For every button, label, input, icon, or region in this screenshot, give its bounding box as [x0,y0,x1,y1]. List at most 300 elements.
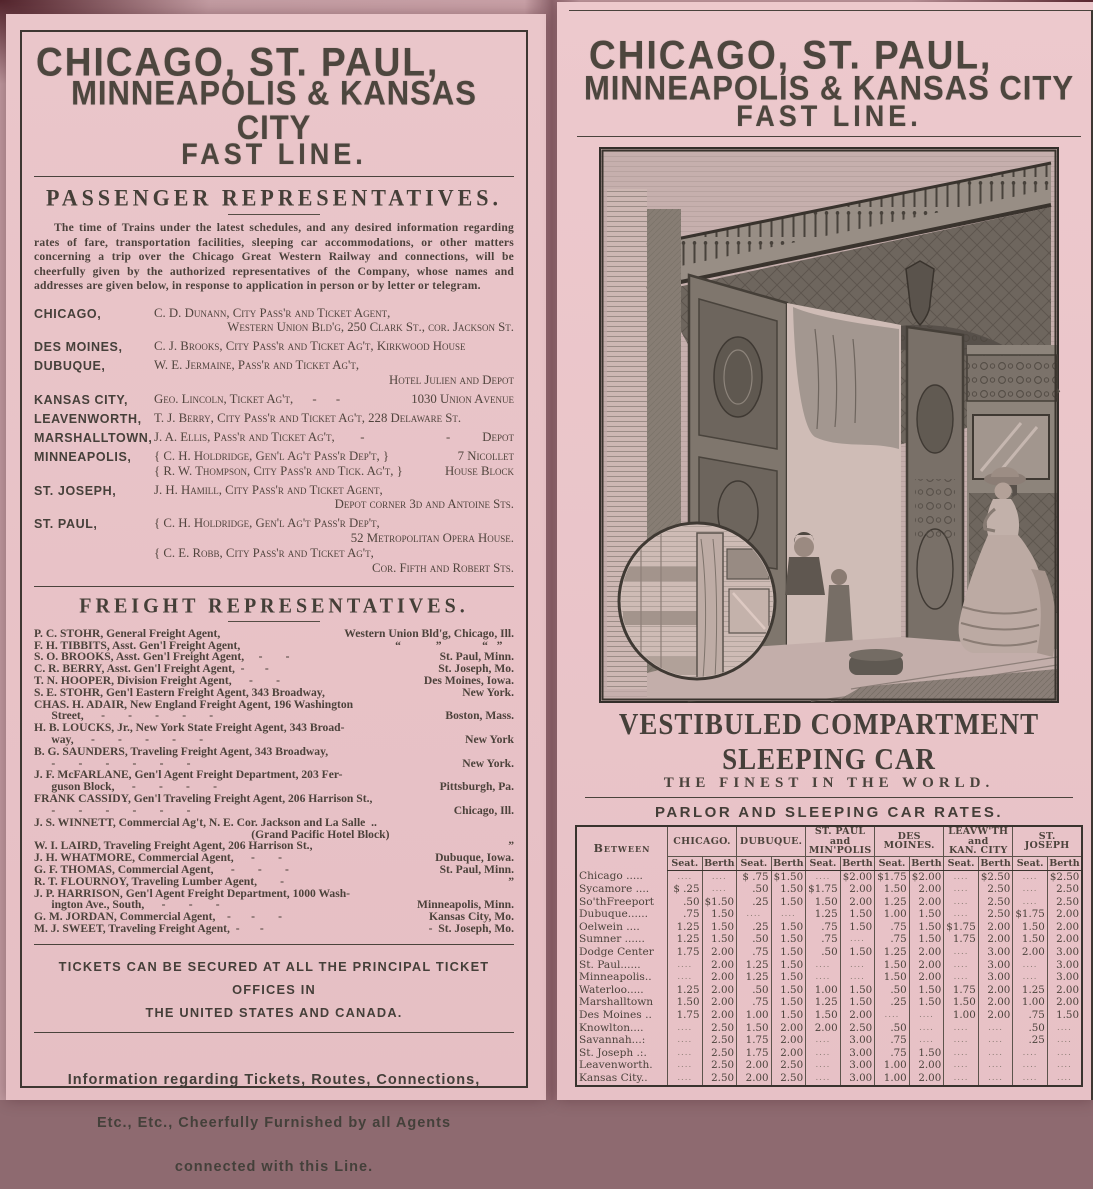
rep-line-location: 7 Nicollet [457,448,514,463]
rates-table-row [576,933,1082,946]
rates-group-header [1013,826,1082,856]
rep-line-text: { C. H. Holdridge, Gen'l Ag't Pass'r Dep't, [154,516,380,531]
rates-value-cell: 2.00 [978,984,1013,997]
divider [585,797,1073,798]
rep-line [154,392,514,407]
rep-line [154,373,514,388]
rates-value-cell: 1.50 [1013,933,1048,946]
rep-line-location: - Depot [446,429,514,444]
rates-value-cell: 2.00 [978,1009,1013,1022]
rates-value-cell: .... [1047,1047,1082,1060]
illustration-caption-main: VESTIBULED COMPARTMENT SLEEPING CAR [618,707,1040,776]
fast-line-title-right [575,32,1083,133]
rates-value-cell: $1.75 [875,870,910,883]
rates-value-cell: .50 [737,933,772,946]
rates-value-cell: 1.50 [909,1047,944,1060]
rates-group-header-line: LEAVW'TH [948,826,1009,837]
rates-sub-header: Berth [978,856,1013,870]
illustration-caption-sub: THE FINEST IN THE WORLD. [663,775,995,791]
rates-table-group-row [576,826,1082,856]
rates-value-cell: .50 [875,984,910,997]
rates-value-cell: 2.50 [702,1059,737,1072]
rates-value-cell: 2.50 [702,1072,737,1086]
rates-table-row [576,946,1082,959]
rates-table-row [576,1059,1082,1072]
rep-line [154,516,514,531]
freight-line-text: CHAS. H. ADAIR, New England Freight Agent, 196 Washington [34,697,354,711]
rep-line-text: C. D. Dunann, City Pass'r and Ticket Agent, [154,305,391,320]
rates-value-cell: .... [1013,971,1048,984]
freight-line-text: FRANK CASSIDY, Gen'l Traveling Freight Agent, 206 Harrison St., [34,792,373,806]
info-note-line-2: Etc., Etc., Cheerfully Furnished by all Agents [96,1115,452,1132]
freight-line-text: J. H. WHATMORE, Commercial Agent, - - [34,851,282,865]
rates-value-cell: 2.00 [771,1047,806,1060]
rep-line [154,430,514,445]
rates-value-cell: $1.75 [806,883,841,896]
rates-value-cell: 2.50 [978,883,1013,896]
brochure-right-page [569,10,1093,1100]
rates-value-cell: .... [944,959,979,972]
rates-value-cell: .... [668,1022,703,1035]
brochure-left-page [20,30,528,1175]
rates-value-cell: 1.50 [909,921,944,934]
rates-value-cell: 1.50 [771,996,806,1009]
rates-value-cell: .... [840,933,875,946]
rates-value-cell: 1.25 [806,908,841,921]
rates-value-cell: 1.50 [840,996,875,1009]
rep-line-text: { R. W. Thompson, City Pass'r and Tick. Ag't, } [154,463,403,478]
freight-line-location: New York [465,733,514,746]
rates-value-cell: .... [944,1059,979,1072]
rates-value-cell: .... [668,959,703,972]
freight-line-text: W. I. LAIRD, Traveling Freight Agent, 206 Harrison St., [34,839,313,853]
rates-station-cell: So'thFreeport [576,896,668,909]
freight-line-text: J. S. WINNETT, Commercial Ag't, N. E. Cor. Jackson and La Salle .. [34,815,377,829]
rates-group-header-line: and [967,835,989,847]
freight-line-location: Minneapolis, Minn. [417,898,514,912]
passenger-rep-row [34,449,514,479]
rates-station-cell: Savannah...: [576,1034,668,1047]
rates-value-cell: .... [806,959,841,972]
freight-line-text: M. J. SWEET, Traveling Freight Agent, - - [34,922,264,935]
freight-rep-line [34,687,514,699]
rates-table-head [576,826,1082,870]
passenger-rep-row [34,430,514,445]
rep-city-label: LEAVENWORTH, [34,411,142,426]
rates-value-cell: 1.00 [737,1009,772,1022]
freight-line-text: R. T. FLOURNOY, Traveling Lumber Agent, - [34,874,285,888]
rates-value-cell: 2.00 [1047,996,1082,1009]
rates-value-cell: $2.50 [1047,870,1082,883]
rates-group-header [944,826,1013,856]
rates-table-row [576,1009,1082,1022]
rates-station-cell: Chicago ..... [576,870,668,883]
rates-value-cell: .... [944,946,979,959]
rep-line-location: 1030 Union Avenue [411,391,514,406]
freight-line-location: St. Joseph, Mo. [438,662,514,676]
tickets-note-line-2: THE UNITED STATES AND CANADA. [145,1004,403,1020]
freight-line-text: J. P. HARRISON, Gen'l Agent Freight Department, 1000 Wash- [34,886,351,900]
rates-group-header-line: DUBUQUE. [739,835,803,847]
rep-lines [154,339,514,354]
rates-sub-header: Seat. [875,856,910,870]
freight-line-text: F. H. TIBBITS, Asst. Gen'l Freight Agent, [34,638,241,652]
rep-line-location: Western Union Bld'g, 250 Clark St., cor. Jackson St. [227,320,514,335]
rates-value-cell: 2.50 [978,896,1013,909]
rates-value-cell: 1.25 [668,933,703,946]
freight-rep-line [34,864,514,876]
rates-station-cell: Kansas City.. [576,1072,668,1086]
rates-station-cell: Sycamore .... [576,883,668,896]
rates-value-cell: 2.00 [771,1022,806,1035]
rates-table-row [576,896,1082,909]
rates-value-cell: .50 [668,896,703,909]
rates-value-cell: .75 [668,908,703,921]
rates-value-cell: 2.00 [806,1022,841,1035]
rates-value-cell: 1.75 [944,933,979,946]
rates-sub-header: Berth [771,856,806,870]
rates-station-cell: Sumner ...... [576,933,668,946]
freight-line-location: Boston, Mass. [445,709,514,723]
rates-group-header-line: MOINES. [883,840,935,852]
rates-group-header-line: MIN'POLIS [808,845,872,856]
rates-value-cell: 1.25 [668,921,703,934]
rates-value-cell: 1.00 [875,1059,910,1072]
rates-value-cell: 2.00 [702,1009,737,1022]
passenger-rep-list [34,306,514,576]
rates-value-cell: .... [1013,896,1048,909]
rep-lines [154,449,514,479]
rates-value-cell: .... [668,1034,703,1047]
rates-value-cell: 2.50 [702,1034,737,1047]
rates-table-row [576,870,1082,883]
rates-value-cell: 2.00 [909,946,944,959]
rates-value-cell: 2.00 [978,933,1013,946]
freight-line-location: Des Moines, Iowa. [423,673,514,687]
rates-value-cell: 3.00 [1047,971,1082,984]
freight-rep-line [34,923,514,935]
freight-rep-line [34,628,514,640]
freight-line-location: ” [508,839,514,853]
rates-station-cell: Des Moines .. [576,1009,668,1022]
rates-value-cell: .... [840,971,875,984]
rep-line-text: C. J. Brooks, City Pass'r and Ticket Ag't, Kirkwood House [154,339,466,354]
freight-line-location: New York. [462,685,514,699]
rates-value-cell: .50 [1013,1022,1048,1035]
short-divider [228,621,320,622]
rates-value-cell: 1.50 [944,996,979,1009]
rates-station-cell: Marshalltown [576,996,668,1009]
rates-value-cell: 2.00 [1047,908,1082,921]
rates-value-cell: .... [702,870,737,883]
rates-table-row [576,959,1082,972]
title-line-2: MINNEAPOLIS & KANSAS CITY [583,67,1075,108]
passenger-rep-row [34,411,514,426]
rates-value-cell: 1.50 [806,1009,841,1022]
rates-value-cell: 1.75 [668,946,703,959]
rep-city-label: KANSAS CITY, [34,392,129,407]
rates-value-cell: 2.00 [702,946,737,959]
rates-group-header-line: and [829,835,851,847]
freight-line-text: G. M. JORDAN, Commercial Agent, - - - [34,910,283,924]
rates-value-cell: $1.75 [944,921,979,934]
rep-line-text: J. A. Ellis, Pass'r and Ticket Ag't, - [154,429,365,444]
rates-value-cell: .75 [806,921,841,934]
rates-value-cell: 2.00 [1047,984,1082,997]
rates-value-cell: 1.50 [771,933,806,946]
rep-city-label: ST. JOSEPH, [34,483,117,498]
rates-value-cell: 2.00 [1013,946,1048,959]
rates-sub-header: Berth [702,856,737,870]
fast-line-title-left [34,39,514,171]
rates-value-cell: 2.50 [1047,896,1082,909]
freight-line-location: Western Union Bld'g, Chicago, Ill. [344,626,514,640]
passenger-rep-row [34,392,514,407]
rates-value-cell: 1.00 [875,908,910,921]
rates-value-cell: 1.00 [1013,996,1048,1009]
divider [34,586,514,587]
rates-value-cell: 2.00 [1047,921,1082,934]
sleeping-car-illustration [599,147,1059,703]
tickets-note-line-1: TICKETS CAN BE SECURED AT ALL THE PRINCIPAL TICKET OFFICES IN [58,958,490,997]
freight-line-text: ington Ave., South, - - - [34,898,220,912]
rep-line [154,546,514,561]
rep-lines [154,358,514,388]
rates-value-cell: 2.50 [771,1059,806,1072]
freight-line-text: P. C. STOHR, General Freight Agent, [34,626,221,640]
rates-value-cell: 2.50 [1047,883,1082,896]
rates-value-cell: 1.50 [875,883,910,896]
rates-value-cell: 2.00 [1047,933,1082,946]
rates-station-cell: St. Joseph .:. [576,1047,668,1060]
rates-sub-header: Seat. [737,856,772,870]
rates-group-header-line: ST. JOSEPH [1024,830,1070,852]
rates-value-cell: 3.00 [1047,959,1082,972]
rates-group-header [875,826,944,856]
rep-line [154,339,514,354]
rep-line [154,531,514,546]
title-line-3: FAST LINE. [181,137,367,171]
rates-value-cell: $1.75 [1013,908,1048,921]
rates-value-cell: 1.50 [771,959,806,972]
rates-value-cell: 2.00 [909,1072,944,1086]
rates-value-cell: .... [702,883,737,896]
rep-line [154,449,514,464]
freight-line-text: S. E. STOHR, Gen'l Eastern Freight Agent, 343 Broadway, [34,685,325,699]
rates-value-cell: 1.25 [737,959,772,972]
rep-lines [154,306,514,336]
rates-value-cell: 3.00 [840,1034,875,1047]
rates-value-cell: 1.75 [737,1047,772,1060]
tickets-note [34,955,514,1024]
brochure-right-sheet [557,2,1093,1100]
intro-paragraph: The time of Trains under the latest schedules, and any desired information regarding rates of fare, transportation facilities, sleeping car accommodations, or other matters concerning a trip over the Chicago Great Western Railway and connections, will be cheerfully given by the authorized representatives of the Company, whose names and addresses are given below, in response to application in person or by letter or telegram. [34,221,514,293]
rep-line-text: T. J. Berry, City Pass'r and Ticket Ag't, 228 Delaware St. [154,410,462,425]
rates-station-cell: Waterloo..... [576,984,668,997]
rep-city-label: MARSHALLTOWN, [34,430,153,445]
rates-value-cell: 1.50 [806,896,841,909]
rep-line-location: 52 Metropolitan Opera House. [350,531,514,546]
rates-sub-header: Berth [1047,856,1082,870]
rep-city-label: MINNEAPOLIS, [34,449,132,464]
rates-table-row [576,883,1082,896]
rates-value-cell: .... [806,1072,841,1086]
rates-station-cell: Dodge Center [576,946,668,959]
rates-value-cell: .... [668,971,703,984]
rates-value-cell: 2.50 [840,1022,875,1035]
rates-value-cell: 1.50 [875,959,910,972]
rates-value-cell: 1.50 [771,984,806,997]
rates-value-cell: 1.50 [702,921,737,934]
title-line-1: CHICAGO, ST. PAUL, [36,39,440,85]
rates-value-cell: .... [1047,1059,1082,1072]
rates-heading: PARLOR AND SLEEPING CAR RATES. [654,804,1004,821]
rates-value-cell: 2.00 [840,896,875,909]
rates-value-cell: 1.25 [1013,984,1048,997]
sleeping-car-illustration-art [601,149,1057,701]
rep-line-text: W. E. Jermaine, Pass'r and Ticket Ag't, [154,358,360,373]
freight-line-text: H. B. LOUCKS, Jr., New York State Freight Agent, 343 Broad- [34,721,345,735]
rates-table-row [576,984,1082,997]
rates-table-row [576,1072,1082,1086]
rates-value-cell: 2.00 [840,883,875,896]
rates-value-cell: .50 [737,883,772,896]
freight-line-text: C. R. BERRY, Asst. Gen'l Freight Agent, - - [34,662,269,676]
rates-value-cell: .50 [806,946,841,959]
info-note-line-1: Information regarding Tickets, Routes, Connections, [67,1071,481,1088]
freight-line-text: Street, - - - - - [34,709,214,723]
rates-value-cell: .50 [737,984,772,997]
rates-value-cell: $ .75 [737,870,772,883]
passenger-rep-row [34,339,514,354]
rates-value-cell: 3.00 [840,1072,875,1086]
rates-value-cell: .25 [875,996,910,1009]
rep-line [154,358,514,373]
rates-value-cell: 1.00 [944,1009,979,1022]
title-line-2: MINNEAPOLIS & KANSAS CITY [71,73,477,147]
rates-table [575,825,1083,1087]
rep-city-label: CHICAGO, [34,306,102,321]
rates-value-cell: 1.50 [702,908,737,921]
rates-value-cell: 2.50 [978,908,1013,921]
rates-value-cell: 1.75 [737,1034,772,1047]
freight-rep-line [34,805,514,817]
rates-value-cell: 1.50 [1013,921,1048,934]
rates-value-cell: .... [737,908,772,921]
rates-value-cell: 1.50 [909,996,944,1009]
rates-value-cell: .25 [737,896,772,909]
freight-line-location: Pittsburgh, Pa. [439,780,514,794]
rates-value-cell: .25 [737,921,772,934]
rep-line-text: Geo. Lincoln, Ticket Ag't, - - [154,391,341,406]
rates-value-cell: 3.00 [840,1047,875,1060]
rates-value-cell: .75 [875,1034,910,1047]
rates-value-cell: .... [978,1022,1013,1035]
rates-value-cell: 2.00 [737,1072,772,1086]
title-line-3: FAST LINE. [736,99,922,133]
rates-value-cell: 2.00 [909,896,944,909]
rates-value-cell: 2.00 [840,1009,875,1022]
rates-value-cell: 3.00 [978,946,1013,959]
freight-line-text: S. O. BROOKS, Asst. Gen'l Freight Agent, - - [34,650,290,664]
rates-value-cell: 1.50 [771,921,806,934]
rates-value-cell: 3.00 [978,971,1013,984]
rates-table-row [576,996,1082,1009]
rates-value-cell: .... [1013,1047,1048,1060]
rates-value-cell: .75 [875,933,910,946]
rates-value-cell: 1.50 [909,933,944,946]
freight-line-text: T. N. HOOPER, Division Freight Agent, - - [34,673,280,687]
divider [577,136,1081,137]
rates-value-cell: .... [1047,1072,1082,1086]
rep-line-text: { C. E. Robb, City Pass'r and Ticket Ag't, [154,546,374,560]
freight-line-text: B. G. SAUNDERS, Traveling Freight Agent, 343 Broadway, [34,744,329,758]
rates-value-cell: 1.50 [771,946,806,959]
rates-value-cell: .... [1047,1034,1082,1047]
freight-line-text: guson Block, - - - - [34,780,217,794]
rates-sub-header: Seat. [668,856,703,870]
rates-sub-header: Berth [909,856,944,870]
rates-value-cell: .75 [806,933,841,946]
rates-value-cell: 1.50 [875,971,910,984]
rates-value-cell: 1.50 [840,984,875,997]
rates-group-header [737,826,806,856]
rates-value-cell: .75 [737,996,772,1009]
rates-sub-header: Berth [840,856,875,870]
rates-value-cell: 1.25 [806,996,841,1009]
rates-value-cell: .75 [875,921,910,934]
rates-value-cell: .... [668,1072,703,1086]
rates-value-cell: .25 [1013,1034,1048,1047]
rates-value-cell: 1.00 [806,984,841,997]
rep-city-label: DUBUQUE, [34,359,106,374]
rates-value-cell: .75 [737,946,772,959]
rates-group-header [806,826,875,856]
rates-value-cell: $1.50 [702,896,737,909]
rep-line [154,320,514,335]
rates-group-header [668,826,737,856]
rates-value-cell: 1.50 [909,908,944,921]
rates-value-cell: .... [944,1034,979,1047]
freight-line-location: “ ” “ ” [395,638,514,652]
rep-line-location: Hotel Julien and Depot [388,373,514,388]
rates-value-cell: .... [978,1072,1013,1086]
divider [34,1032,514,1033]
rates-value-cell: $ .25 [668,883,703,896]
rates-value-cell: 2.00 [909,959,944,972]
rep-line [154,483,514,498]
rates-value-cell: .... [1013,870,1048,883]
rates-sub-header: Seat. [944,856,979,870]
rates-station-cell: St. Paul...... [576,959,668,972]
divider [34,944,514,945]
rep-line-text: { C. H. Holdridge, Gen'l Ag't Pass'r Dep't, } [154,448,390,463]
rates-value-cell: .... [944,870,979,883]
freight-line-location: Chicago, Ill. [453,803,514,817]
freight-rep-line [34,675,514,687]
rates-value-cell: .... [668,1047,703,1060]
passenger-representatives-heading: PASSENGER REPRESENTATIVES. [45,184,503,211]
rates-value-cell: 1.75 [944,984,979,997]
rates-value-cell: .... [978,1034,1013,1047]
rates-value-cell: 1.00 [875,1072,910,1086]
rates-sub-header: Seat. [1013,856,1048,870]
rates-value-cell: 2.00 [978,921,1013,934]
rates-table-row [576,1047,1082,1060]
rates-value-cell: .... [909,1022,944,1035]
rates-value-cell: .50 [875,1022,910,1035]
rates-table-row [576,1034,1082,1047]
